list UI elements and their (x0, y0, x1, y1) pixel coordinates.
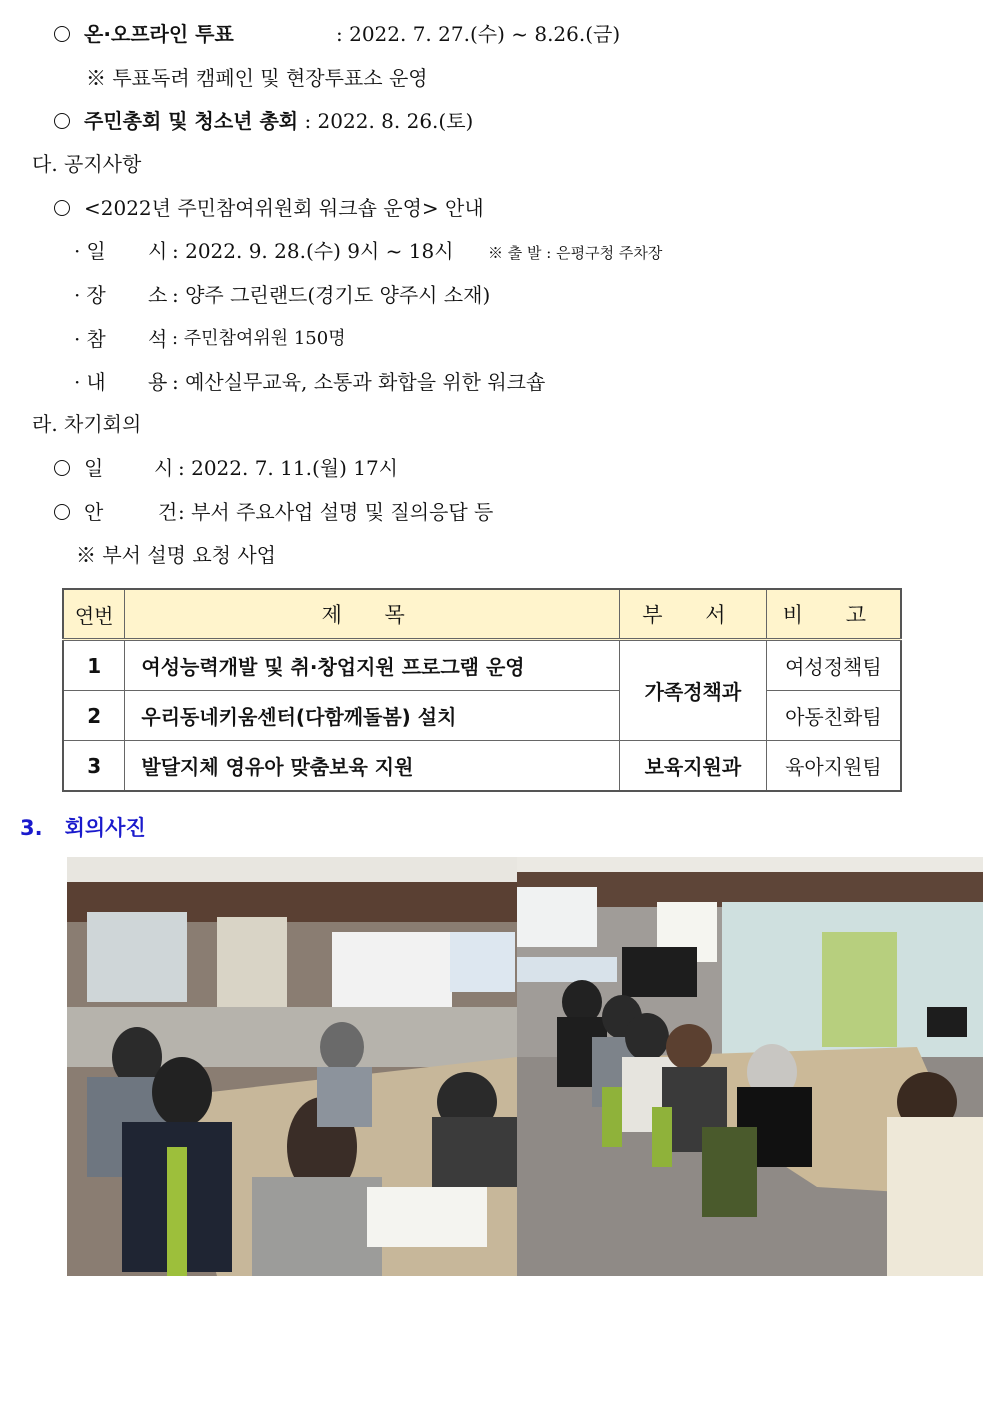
cell-note: 여성정책팀 (766, 640, 901, 691)
circle-bullet-icon (54, 113, 70, 129)
cell-no: 1 (63, 640, 125, 691)
circle-bullet-icon (54, 200, 70, 216)
notice-item (54, 195, 484, 221)
notice-heading: 다. 공지사항 (32, 152, 142, 176)
label-a: 참 (86, 327, 106, 351)
vote-online-offline (54, 21, 621, 47)
next-meeting-date (54, 455, 399, 481)
photo-image-icon (517, 857, 983, 1276)
notice-detail-date (74, 238, 663, 264)
cell-dept: 가족정책과 (620, 640, 767, 741)
vote-label: 온·오프라인 투표 (84, 22, 234, 46)
detail-value: : 주민참여위원 150명 (172, 328, 346, 349)
label-b: 건 (158, 500, 178, 524)
circle-bullet-icon (54, 26, 70, 42)
circle-bullet-icon (54, 460, 70, 476)
label-b: 용 (148, 370, 168, 394)
label-b: 석 (148, 327, 168, 351)
col-header-note: 비 고 (766, 589, 901, 640)
label-a: 안 (84, 500, 104, 524)
section-title-text: 회의사진 (64, 816, 146, 840)
label-a: 일 (86, 239, 106, 263)
cell-note: 육아지원팀 (766, 741, 901, 792)
notice-detail-attendees (74, 326, 346, 352)
photos-section-title (20, 812, 146, 842)
detail-value: : 양주 그린랜드(경기도 양주시 소재) (172, 283, 491, 307)
cell-dept: 보육지원과 (620, 741, 767, 792)
cell-title: 우리동네키움센터(다함께돌봄) 설치 (125, 691, 620, 741)
notice-detail-place (74, 282, 491, 308)
assembly-value: : 2022. 8. 26.(토) (304, 109, 474, 133)
cell-no: 3 (63, 741, 125, 792)
vote-note: ※ 투표독려 캠페인 및 현장투표소 운영 (86, 66, 428, 90)
detail-value: : 예산실무교육, 소통과 화합을 위한 워크숍 (172, 370, 546, 394)
next-meeting-note: ※ 부서 설명 요청 사업 (76, 543, 276, 567)
middle-dot-icon: · (74, 327, 81, 351)
meeting-photo-2 (517, 857, 983, 1276)
label-a: 내 (86, 370, 106, 394)
cell-note: 아동친화팀 (766, 691, 901, 741)
meeting-photo-1 (67, 857, 517, 1276)
label-a: 일 (84, 456, 104, 480)
cell-no: 2 (63, 691, 125, 741)
next-meeting-heading: 라. 차기회의 (32, 412, 142, 436)
next-meeting-agenda (54, 499, 494, 525)
table-row (63, 640, 901, 691)
col-header-no: 연번 (63, 589, 125, 640)
section-number: 3. (20, 816, 43, 840)
table-header-row (63, 589, 901, 640)
circle-bullet-icon (54, 504, 70, 520)
label-b: 시 (154, 456, 174, 480)
vote-value: : 2022. 7. 27.(수) ~ 8.26.(금) (336, 22, 621, 46)
table-row (63, 741, 901, 792)
assembly (54, 108, 473, 134)
cell-title: 발달지체 영유아 맞춤보육 지원 (125, 741, 620, 792)
notice-detail-content (74, 369, 546, 395)
col-header-dept: 부 서 (620, 589, 767, 640)
cell-title: 여성능력개발 및 취·창업지원 프로그램 운영 (125, 640, 620, 691)
middle-dot-icon: · (74, 370, 81, 394)
department-request-table (62, 588, 902, 792)
item-value: : 2022. 7. 11.(월) 17시 (178, 456, 399, 480)
label-b: 소 (148, 283, 168, 307)
middle-dot-icon: · (74, 283, 81, 307)
assembly-label: 주민총회 및 청소년 총회 (84, 109, 299, 133)
label-b: 시 (148, 239, 168, 263)
detail-extra: ※ 출 발 : 은평구청 주차장 (488, 244, 663, 262)
detail-value: : 2022. 9. 28.(수) 9시 ~ 18시 (172, 239, 454, 263)
table-row (63, 691, 901, 741)
item-value: : 부서 주요사업 설명 및 질의응답 등 (178, 500, 494, 524)
photo-image-icon (67, 857, 517, 1276)
label-a: 장 (86, 283, 106, 307)
notice-item-title: <2022년 주민참여위원회 워크숍 운영> 안내 (84, 196, 484, 220)
middle-dot-icon: · (74, 239, 81, 263)
col-header-title: 제 목 (125, 589, 620, 640)
